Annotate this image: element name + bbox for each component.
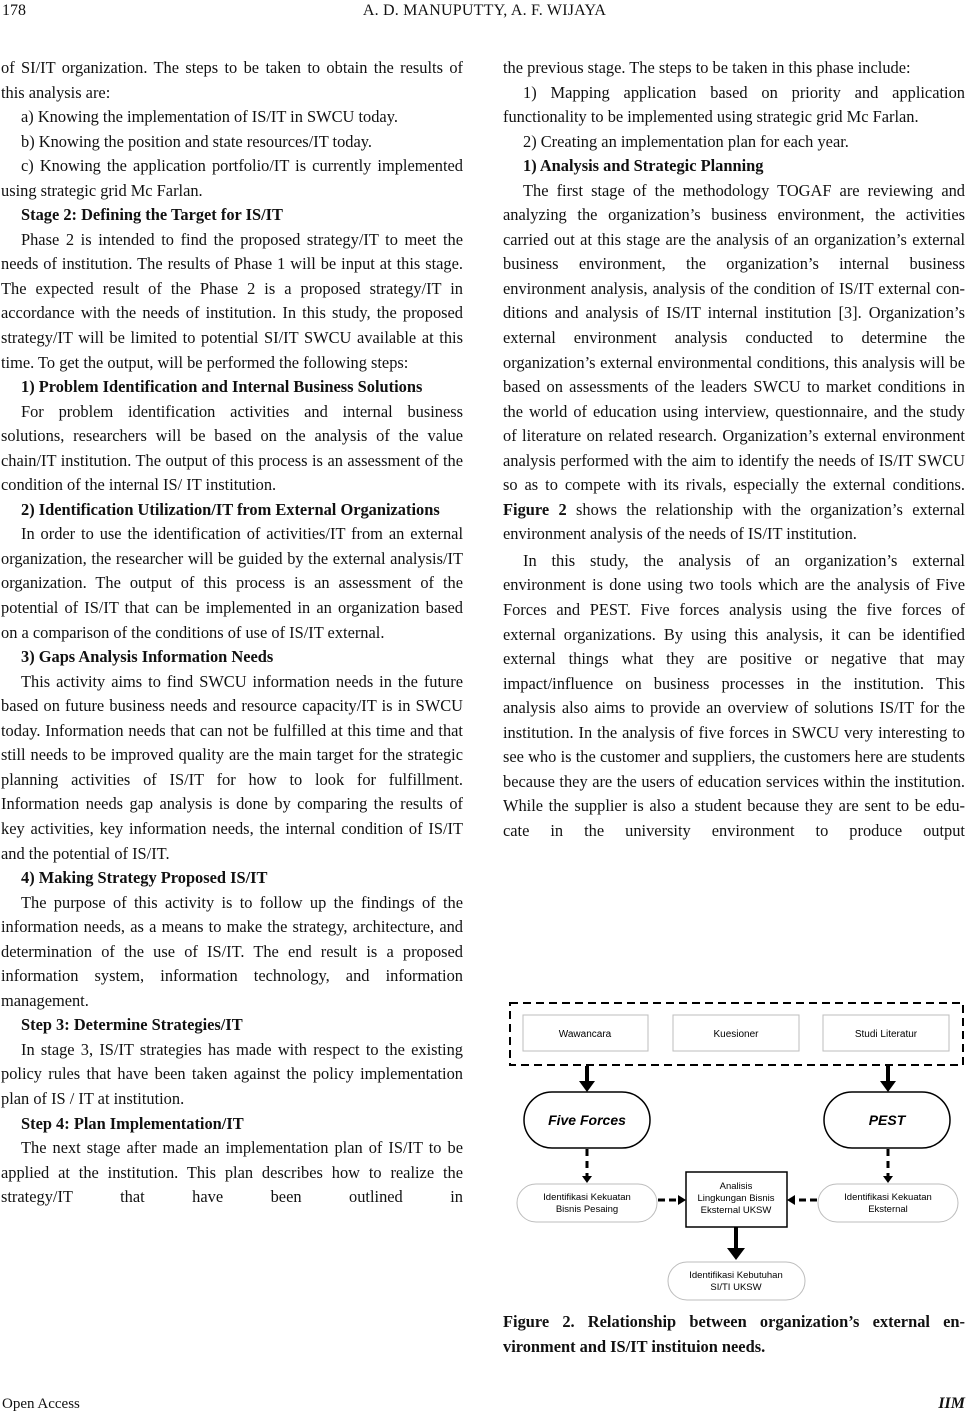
- dashed-arrow-five-forces-to-ident: [582, 1149, 592, 1183]
- paragraph: The next stage after made an implementation plan of IS/IT to be applied at the institution. This plan describes how to realize the strategy/IT that have been outlined in: [1, 1138, 463, 1207]
- five-forces-label: Five Forces: [548, 1112, 626, 1128]
- paragraph-text: The first stage of the methodology TOGAF are reviewing and analyzing the organization’s business environment, the activities carried out at this stage are the analysis of an organization’s external business environment, the organization’s internal business environment analysis, analysis of the condition of IS/IT external conditions and analysis of IS/IT internal institution [3]. Organization’s external environment analysis conducted to determine the organization’s external environmental conditions, this analysis will be based on assessments of the leaders SWCU to market conditions in the world of education using interview, questionnaire, and the study of literature on related research. Organization’s external environment analysis performed with the aim to identify the needs of IS/IT SWCU so as to compete with its rivals, especially the external conditions.: [503, 180, 965, 495]
- node-label: Eksternal: [868, 1204, 908, 1215]
- paragraph: In stage 3, IS/IT strategies has made with respect to the existing policy rules that have been taken against the policy implementation plan of IS / IT at institution.: [1, 1039, 463, 1108]
- section-heading: 2) Identification Utilization/IT from External Organizations: [21, 499, 440, 519]
- source-box-interview: [523, 1015, 648, 1051]
- source-label: Wawancara: [558, 1029, 612, 1040]
- node-label: Identifikasi Kebutuhan: [689, 1270, 783, 1281]
- source-label: Studi Literatur: [854, 1029, 918, 1040]
- section-heading: Step 3: Determine Strategies/IT: [21, 1015, 243, 1035]
- source-label: Kuesioner: [713, 1029, 759, 1040]
- ident-information-needs-node: [668, 1262, 805, 1300]
- running-title: A. D. MANUPUTTY, A. F. WIJAYA: [362, 2, 607, 19]
- list-item: a) Knowing the implementation of IS/IT in SWCU today.: [21, 107, 398, 127]
- ident-external-strength-node: [818, 1184, 958, 1222]
- list-item: c) Knowing the application portfolio/IT is currently implemented using strategic grid Mc Farlan.: [1, 156, 463, 200]
- node-label: Bisnis Pesaing: [555, 1204, 619, 1215]
- source-box-literature-study: [823, 1015, 949, 1051]
- node-label: Identifikasi Kekuatan: [844, 1192, 932, 1203]
- page-number: 178: [2, 2, 26, 19]
- node-label: Analisis: [719, 1181, 753, 1192]
- section-heading: Step 4: Plan Implementation/IT: [21, 1113, 244, 1133]
- paragraph: Phase 2 is intended to find the proposed strategy/IT to meet the needs of institution. The results of Phase 1 will be input at this stage. The expected result of the Phase 2 is a proposed strategy/IT in accordance with the needs of institution. In this study, the proposed strategy/IT will be limited to potential SI/IT SWCU available at this time. To get the output, will be performed the following steps:: [1, 229, 463, 372]
- paragraph: [503, 179, 965, 547]
- paragraph: of SI/IT organization. The steps to be taken to obtain the results of this analysis are:: [1, 58, 463, 102]
- paragraph: For problem identification activities and internal business solutions, researchers will be based on the analysis of the value chain/IT institution. The output of this process is an assessment of the condition of the internal IS/ IT institution.: [1, 401, 463, 495]
- paragraph: In this study, the analysis of an organization’s external environment is done using two tools which are the analysis of Five Forces and PEST. Five forces analysis using the five forces of external organizations. By using this analysis, it can be identified external things what they are positive or negative that may impact/influence on business processes in the institution. This analysis also aims to provide an overview of solutions IS/IT for the institution. In the analysis of five forces in SWCU very interesting to see who is the customer and suppliers, the customers here are students because they are the users of education services within the institution. While the supplier is also a student because they are sent to be educate in the university environment to produce output: [503, 550, 965, 840]
- footer-journal-abbrev: IIM: [938, 1395, 965, 1412]
- node-label: Identifikasi Kekuatan: [543, 1192, 631, 1203]
- ident-competitor-strength-node: [517, 1184, 657, 1222]
- five-forces-node: [524, 1092, 650, 1148]
- figure-caption: Figure 2. Relationship between organization’s external environment and IS/IT instituion needs.: [503, 1312, 965, 1356]
- section-heading: Stage 2: Defining the Target for IS/IT: [21, 205, 283, 225]
- dashed-arrow-pest-to-ident: [883, 1149, 893, 1183]
- node-label: Eksternal UKSW: [700, 1205, 772, 1216]
- pest-label: PEST: [868, 1112, 906, 1128]
- list-item: 2) Creating an implementation plan for each year.: [523, 131, 849, 151]
- paragraph: The purpose of this activity is to follow up the findings of the information needs, as a means to make the strategy, architecture, and determination of the use of IS/IT. The end result is a proposed information system, information technology, and information management.: [1, 892, 463, 1010]
- figure-reference-link[interactable]: Figure 2: [503, 499, 567, 519]
- footer-open-access: Open Access: [2, 1396, 80, 1412]
- pest-node: [824, 1092, 950, 1148]
- list-item: b) Knowing the position and state resources/IT today.: [21, 131, 372, 151]
- arrow-sources-to-pest: [880, 1066, 896, 1092]
- node-label: SI/TI UKSW: [710, 1282, 762, 1293]
- dashed-arrow-left-to-center: [658, 1195, 686, 1205]
- section-heading: 3) Gaps Analysis Information Needs: [21, 647, 274, 667]
- arrow-center-to-output: [727, 1227, 745, 1260]
- diagram-canvas: [503, 990, 969, 1310]
- figure-2-diagram: [503, 990, 969, 1310]
- paragraph: This activity aims to find SWCU information needs in the future based on future business needs and resource capacity/IT is in SWCU today. Information needs that can not be fulfilled at this time and that still needs to be improved quality are the main target for the strategic planning activities of IS/IT for how to look for fulfillment. Information needs gap analysis is done by comparing the results of key activities, key information needs, the internal condition of IS/IT and the potential of IS/IT.: [1, 671, 463, 863]
- section-heading: 1) Analysis and Strategic Planning: [523, 156, 764, 176]
- dashed-arrow-right-to-center: [787, 1195, 817, 1205]
- right-column: [503, 56, 965, 844]
- paragraph-text: shows the relationship with the organization’s external environment analysis of the needs of IS/IT institution.: [503, 499, 965, 544]
- section-heading: 4) Making Strategy Proposed IS/IT: [21, 868, 268, 888]
- external-environment-analysis-node: [686, 1172, 787, 1227]
- source-box-questionnaire: [673, 1015, 799, 1051]
- paragraph: the previous stage. The steps to be taken in this phase include:: [503, 58, 911, 77]
- arrow-sources-to-five-forces: [579, 1066, 595, 1092]
- paragraph: In order to use the identification of activities/IT from an external organization, the researcher will be guided by the external analysis/IT organization. The output of this process is an assessment of the potential of IS/IT that can be implemented in an organization based on a comparison of the conditions of use of IS/IT external.: [1, 524, 463, 642]
- left-column: [1, 56, 463, 1210]
- section-heading: 1) Problem Identification and Internal Business Solutions: [21, 377, 423, 397]
- node-label: Lingkungan Bisnis: [697, 1193, 775, 1204]
- list-item: 1) Mapping application based on priority and application functionality to be implemented using strategic grid Mc Farlan.: [503, 82, 965, 127]
